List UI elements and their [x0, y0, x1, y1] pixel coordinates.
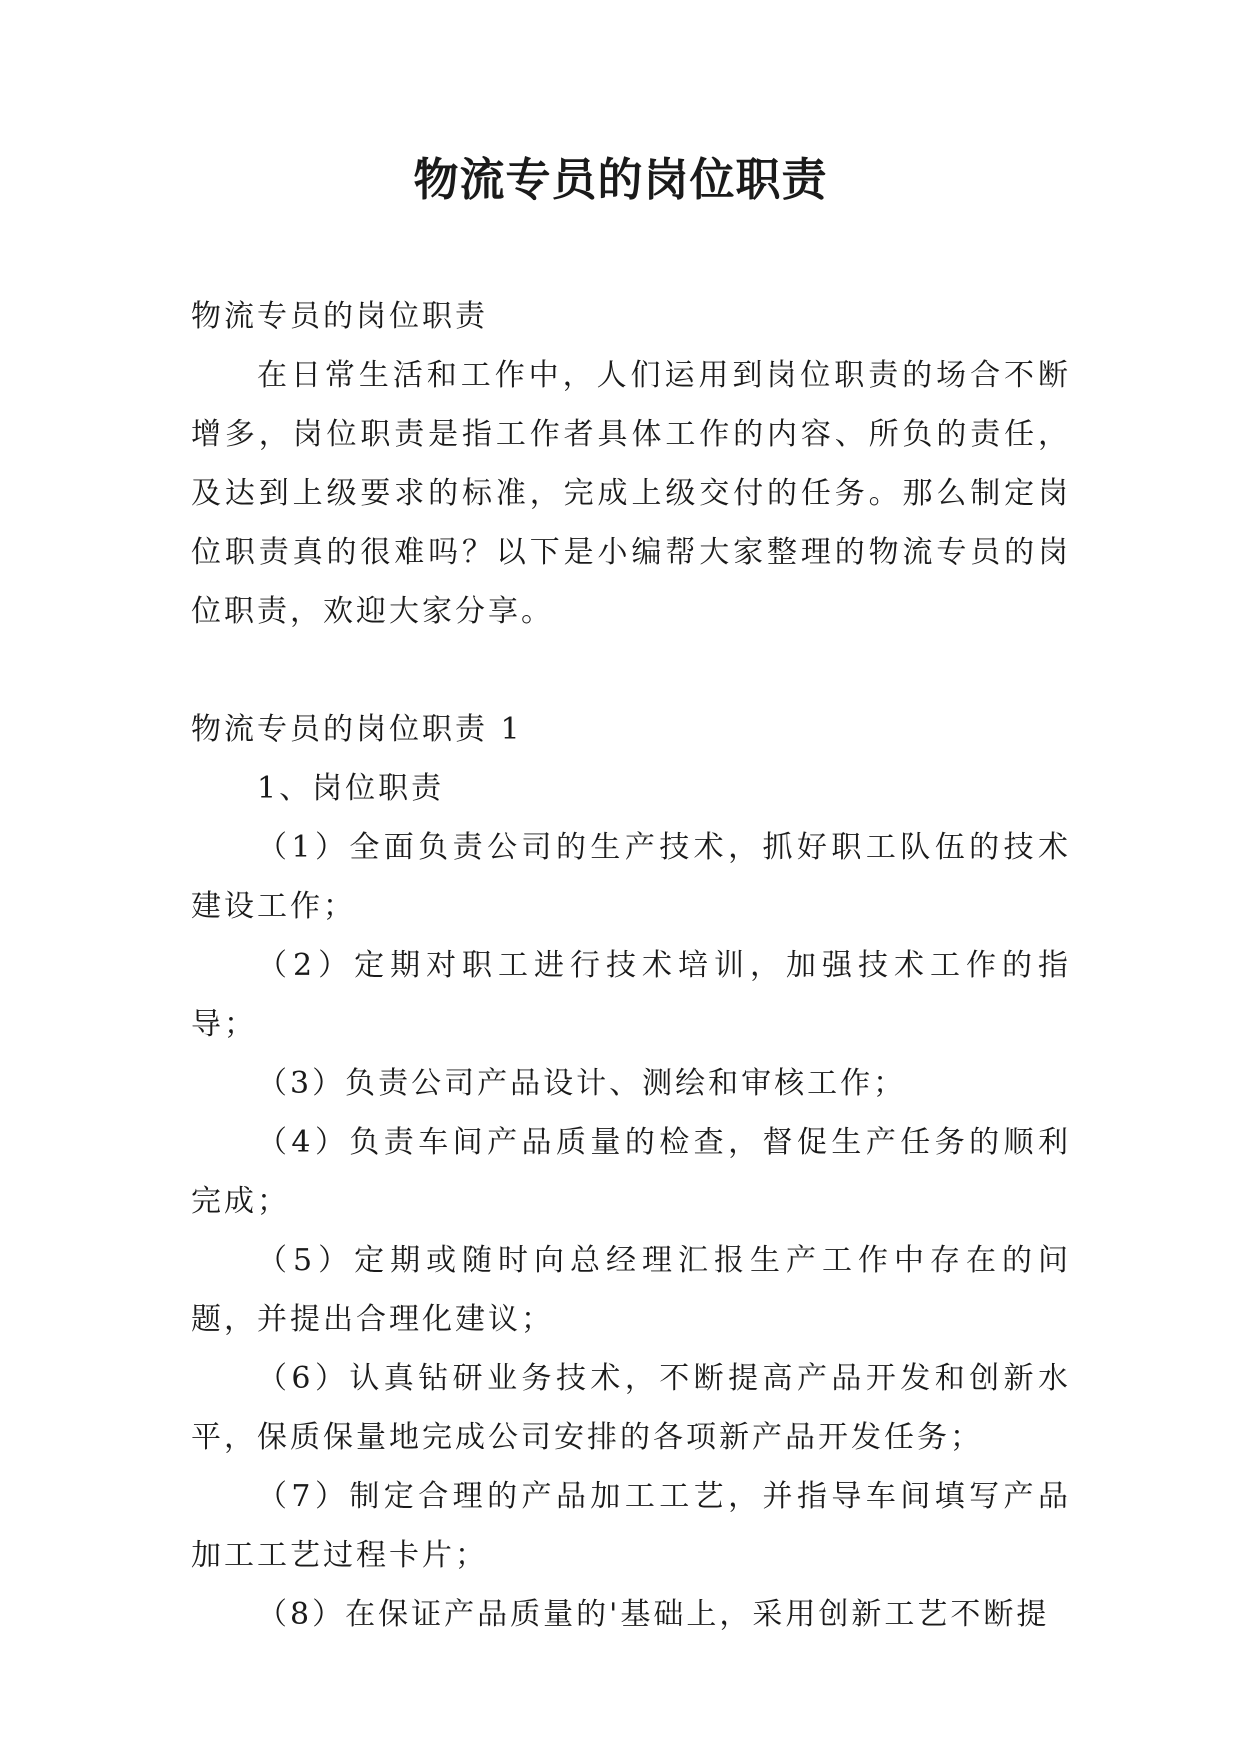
paragraph-spacer — [191, 641, 1071, 700]
duty-item-7: （7）制定合理的产品加工工艺，并指导车间填写产品加工工艺过程卡片； — [191, 1479, 1071, 1573]
intro-paragraph: 在日常生活和工作中，人们运用到岗位职责的场合不断增多，岗位职责是指工作者具体工作的内容、所负的责任，及达到上级要求的标准，完成上级交付的任务。那么制定岗位职责真的很难吗？以下是小编帮大家整理的物流专员的岗位职责，欢迎大家分享。 — [191, 358, 1071, 629]
duty-item-8: （8）在保证产品质量的'基础上，采用创新工艺不断提 — [257, 1597, 1050, 1632]
duty-item-2: （2）定期对职工进行技术培训，加强技术工作的指导； — [191, 948, 1071, 1042]
document-body — [191, 287, 1071, 1644]
duty-item-4: （4）负责车间产品质量的检查，督促生产任务的顺利完成； — [191, 1125, 1071, 1219]
section-heading: 物流专员的岗位职责 1 — [191, 712, 523, 747]
document-title: 物流专员的岗位职责 — [413, 153, 828, 206]
subsection-heading: 1、岗位职责 — [257, 771, 445, 806]
duty-item-1: （1）全面负责公司的生产技术，抓好职工队伍的技术建设工作； — [191, 830, 1071, 924]
document-subtitle: 物流专员的岗位职责 — [191, 299, 488, 334]
duty-item-3: （3）负责公司产品设计、测绘和审核工作； — [257, 1066, 907, 1101]
duty-item-6: （6）认真钻研业务技术，不断提高产品开发和创新水平，保质保量地完成公司安排的各项新产品开发任务； — [191, 1361, 1071, 1455]
duty-item-5: （5）定期或随时向总经理汇报生产工作中存在的问题，并提出合理化建议； — [191, 1243, 1071, 1337]
